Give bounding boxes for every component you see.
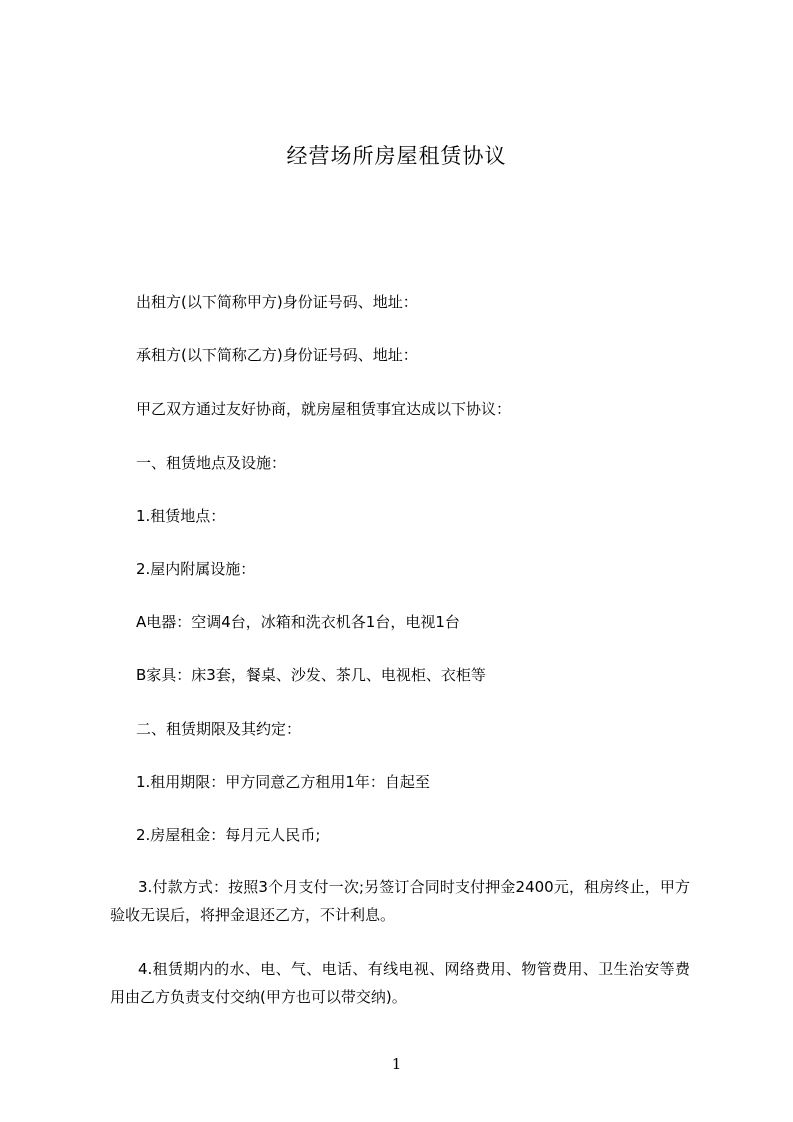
paragraph-location: 1.租赁地点： [136, 507, 226, 525]
section-heading-1: 一、租赁地点及设施： [136, 454, 287, 472]
document-title: 经营场所房屋租赁协议 [286, 144, 507, 168]
paragraph-facilities: 2.屋内附属设施： [136, 560, 256, 578]
paragraph-utilities: 4.租赁期内的水、电、气、电话、有线电视、网络费用、物管费用、卫生治安等费用由乙方负责支付交纳(甲方也可以带交纳)。 [110, 960, 690, 1006]
paragraph-term: 1.租用期限：甲方同意乙方租用1年：自起至 [136, 773, 430, 791]
paragraph-payment: 3.付款方式：按照3个月支付一次;另签订合同时支付押金2400元，租房终止，甲方验收无误后，将押金退还乙方，不计利息。 [110, 878, 690, 924]
paragraph-rent: 2.房屋租金：每月元人民币; [136, 826, 321, 844]
paragraph-lessee: 承租方(以下简称乙方)身份证号码、地址： [136, 346, 418, 364]
section-heading-2: 二、租赁期限及其约定： [136, 720, 302, 738]
page-number: 1 [391, 1055, 402, 1073]
paragraph-intro: 甲乙双方通过友好协商，就房屋租赁事宜达成以下协议： [136, 400, 512, 418]
paragraph-lessor: 出租方(以下简称甲方)身份证号码、地址： [136, 293, 418, 311]
paragraph-furniture: B家具：床3套，餐桌、沙发、茶几、电视柜、衣柜等 [136, 666, 486, 684]
paragraph-appliances: A电器：空调4台，冰箱和洗衣机各1台，电视1台 [136, 613, 460, 631]
